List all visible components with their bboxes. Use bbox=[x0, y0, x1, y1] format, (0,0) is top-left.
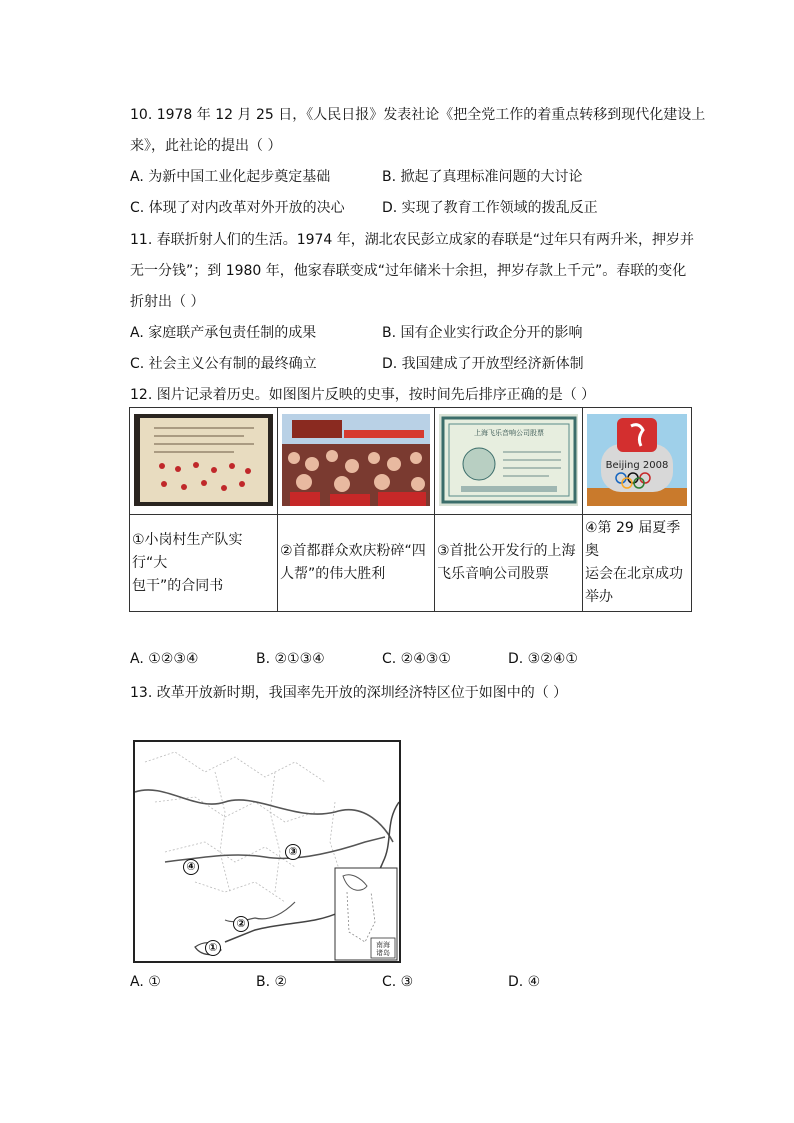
q13-option-a[interactable]: A. ① bbox=[130, 974, 161, 990]
q12-option-a[interactable]: A. ①②③④ bbox=[130, 651, 199, 667]
q13-option-b[interactable]: B. ② bbox=[256, 974, 288, 990]
stock-photo-cell bbox=[435, 408, 583, 515]
map-marker-1[interactable]: ① bbox=[205, 940, 221, 956]
caption-1: ①小岗村生产队实行“大 包干”的合同书 bbox=[130, 515, 278, 612]
caption-4: ④第 29 届夏季奥 运会在北京成功 举办 bbox=[583, 515, 692, 612]
map-marker-3[interactable]: ③ bbox=[285, 844, 301, 860]
china-map bbox=[133, 740, 401, 963]
stock-certificate-photo bbox=[439, 414, 578, 506]
q13-option-c[interactable]: C. ③ bbox=[382, 974, 414, 990]
beijing-2008-text: Beijing 2008 bbox=[605, 460, 669, 471]
q12-stem: 12. 图片记录着历史。如图图片反映的史事，按时间先后排序正确的是（ ） bbox=[130, 387, 596, 403]
south-china-sea-islands-label-2: 诸岛 bbox=[376, 949, 390, 957]
map-marker-2[interactable]: ② bbox=[233, 916, 249, 932]
q11-option-b[interactable]: B. 国有企业实行政企分开的影响 bbox=[382, 325, 583, 341]
contract-photo bbox=[134, 414, 273, 506]
stock-title: 上海飞乐音响公司股票 bbox=[474, 429, 544, 437]
caption-3: ③首批公开发行的上海 飞乐音响公司股票 bbox=[435, 515, 583, 612]
celebration-photo-cell bbox=[278, 408, 435, 515]
q13-stem: 13. 改革开放新时期，我国率先开放的深圳经济特区位于如图中的（ ） bbox=[130, 685, 568, 701]
q10-option-a[interactable]: A. 为新中国工业化起步奠定基础 bbox=[130, 169, 331, 185]
q12-option-b[interactable]: B. ②①③④ bbox=[256, 651, 325, 667]
q10-option-c[interactable]: C. 体现了对内改革对外开放的决心 bbox=[130, 200, 345, 216]
q11-stem-line2: 无一分钱”；到 1980 年，他家春联变成“过年储米十余担，押岁存款上千元”。春联的变化 bbox=[130, 263, 687, 279]
contract-photo-cell bbox=[130, 408, 278, 515]
q12-option-d[interactable]: D. ③②④① bbox=[508, 651, 578, 667]
q11-stem-line1: 11. 春联折射人们的生活。1974 年，湖北农民彭立成家的春联是“过年只有两升米，押岁并 bbox=[130, 232, 695, 248]
south-china-sea-islands-label-1: 南海 bbox=[376, 941, 390, 949]
q11-stem-line3: 折射出（ ） bbox=[130, 294, 205, 310]
q12-option-c[interactable]: C. ②④③① bbox=[382, 651, 451, 667]
q13-option-d[interactable]: D. ④ bbox=[508, 974, 541, 990]
q11-option-a[interactable]: A. 家庭联产承包责任制的成果 bbox=[130, 325, 317, 341]
q10-option-d[interactable]: D. 实现了教育工作领域的拨乱反正 bbox=[382, 200, 598, 216]
celebration-photo bbox=[282, 414, 430, 506]
olympic-logo-photo bbox=[587, 414, 687, 506]
map-marker-4[interactable]: ④ bbox=[183, 859, 199, 875]
q10-option-b[interactable]: B. 掀起了真理标准问题的大讨论 bbox=[382, 169, 583, 185]
caption-2: ②首都群众欢庆粉碎“四 人帮”的伟大胜利 bbox=[278, 515, 435, 612]
q10-stem-line2: 来》，此社论的提出（ ） bbox=[130, 138, 282, 154]
q11-option-d[interactable]: D. 我国建成了开放型经济新体制 bbox=[382, 356, 584, 372]
q12-picture-table bbox=[129, 407, 692, 612]
q11-option-c[interactable]: C. 社会主义公有制的最终确立 bbox=[130, 356, 317, 372]
q10-stem-line1: 10. 1978 年 12 月 25 日，《人民日报》发表社论《把全党工作的着重点转移到现代化建设上 bbox=[130, 107, 706, 123]
olympic-logo-photo-cell bbox=[583, 408, 692, 515]
